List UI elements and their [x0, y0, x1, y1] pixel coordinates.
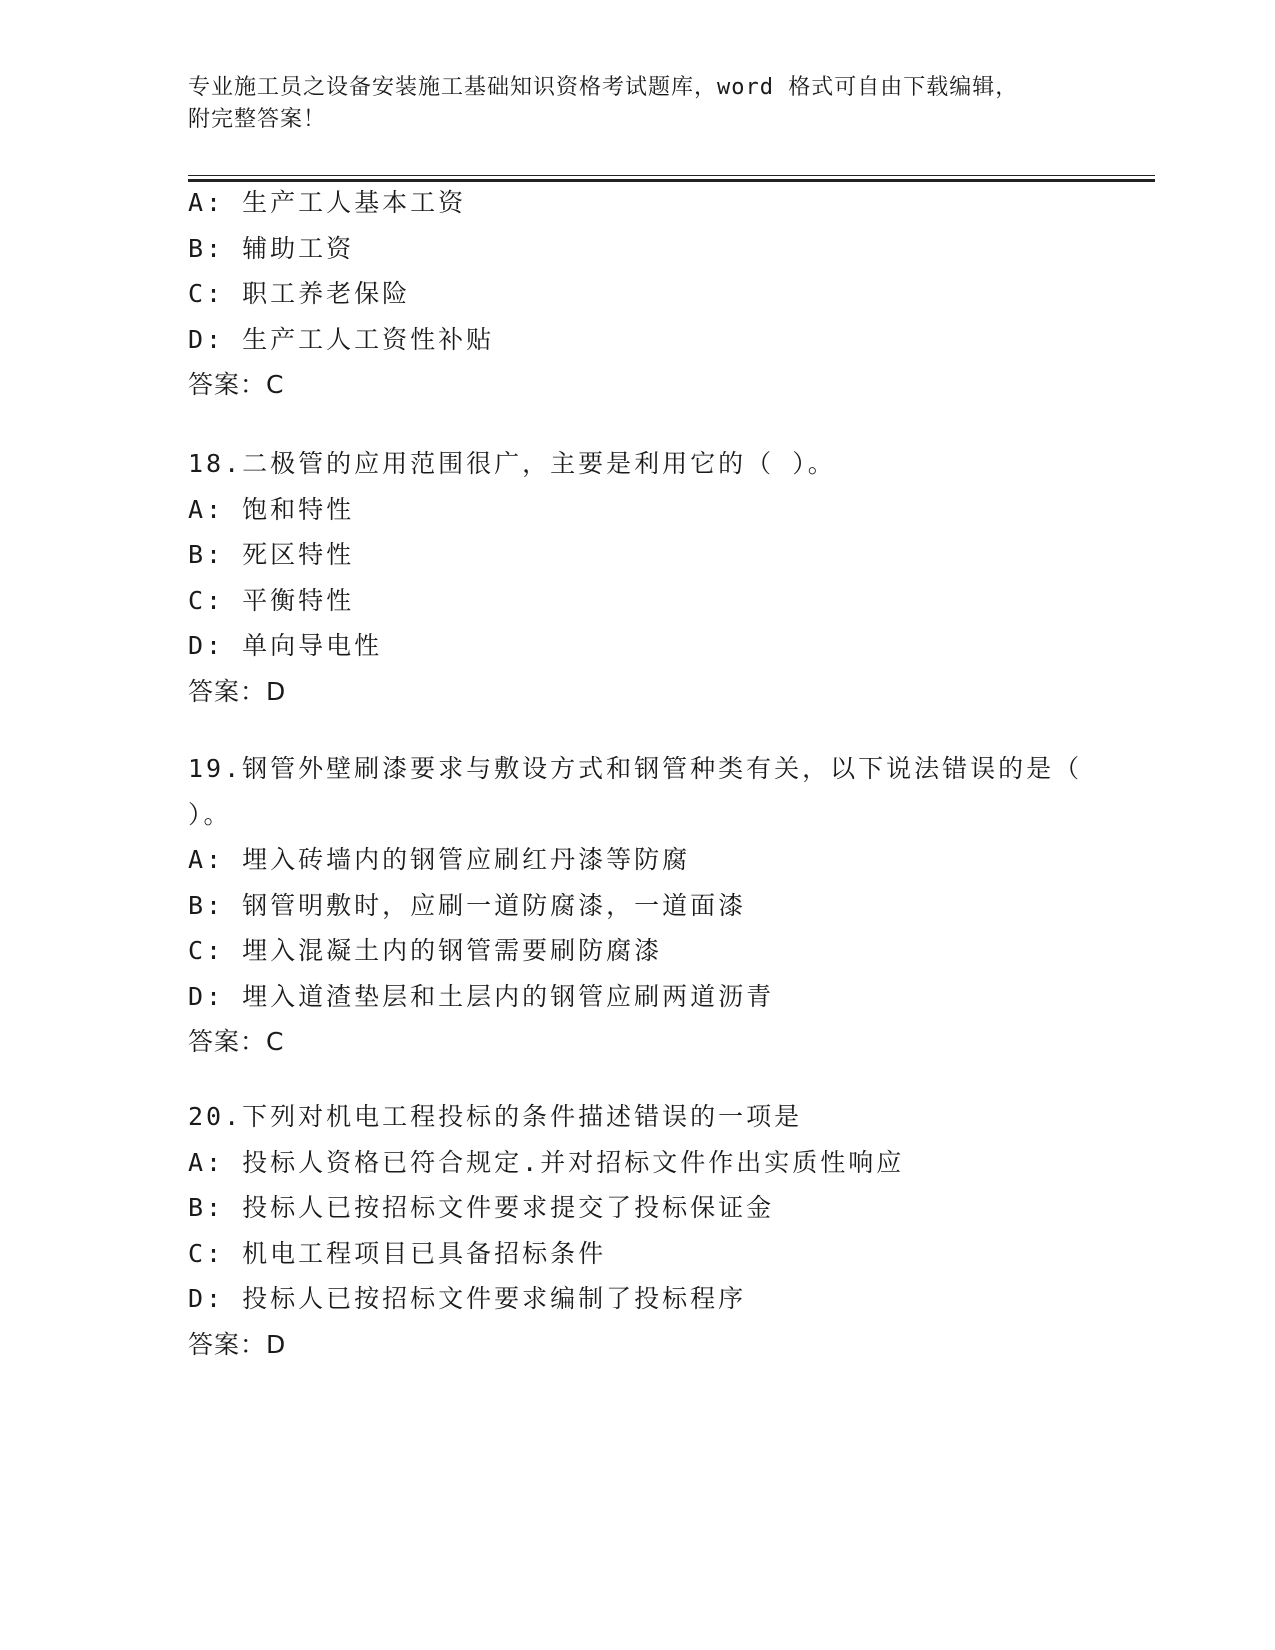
question-stem: 20.下列对机电工程投标的条件描述错误的一项是: [188, 1102, 803, 1131]
option-a: A: 生产工人基本工资: [188, 188, 467, 217]
header-intro-line-2: 附完整答案！: [188, 107, 327, 132]
option-d: D: 投标人已按招标文件要求编制了投标程序: [188, 1284, 747, 1313]
option-a: A: 埋入砖墙内的钢管应刷红丹漆等防腐: [188, 845, 691, 874]
question-19: [188, 746, 1088, 1065]
question-18: [188, 441, 1088, 714]
answer-line: 答案：D: [188, 676, 287, 706]
question-17: [188, 180, 1088, 408]
answer-line: 答案：C: [188, 1027, 285, 1056]
option-c: C: 职工养老保险: [188, 279, 411, 308]
option-d: D: 埋入道渣垫层和土层内的钢管应刷两道沥青: [188, 981, 775, 1011]
option-a: A: 饱和特性: [188, 494, 355, 524]
answer-line: 答案：C: [188, 370, 285, 399]
header-divider-thin: [188, 175, 1155, 176]
option-c: C: 机电工程项目已具备招标条件: [188, 1238, 607, 1268]
option-b: B: 钢管明敷时，应刷一道防腐漆，一道面漆: [188, 890, 747, 920]
question-stem: 19.钢管外壁刷漆要求与敷设方式和钢管种类有关，以下说法错误的是（ ）。: [188, 754, 1083, 829]
option-b: B: 投标人已按招标文件要求提交了投标保证金: [188, 1193, 775, 1222]
option-c: C: 平衡特性: [188, 585, 355, 615]
option-b: B: 辅助工资: [188, 233, 355, 263]
option-b: B: 死区特性: [188, 540, 355, 569]
question-20: [188, 1094, 1088, 1367]
option-a: A: 投标人资格已符合规定.并对招标文件作出实质性响应: [188, 1147, 905, 1177]
header-intro-line-1: 专业施工员之设备安装施工基础知识资格考试题库，word 格式可自由下载编辑，: [188, 75, 1019, 100]
option-d: D: 单向导电性: [188, 631, 383, 660]
document-header: [188, 72, 1068, 136]
question-stem: 18.二极管的应用范围很广，主要是利用它的（ ）。: [188, 449, 836, 478]
option-d: D: 生产工人工资性补贴: [188, 324, 495, 354]
option-c: C: 埋入混凝土内的钢管需要刷防腐漆: [188, 936, 663, 965]
answer-line: 答案：D: [188, 1329, 287, 1359]
